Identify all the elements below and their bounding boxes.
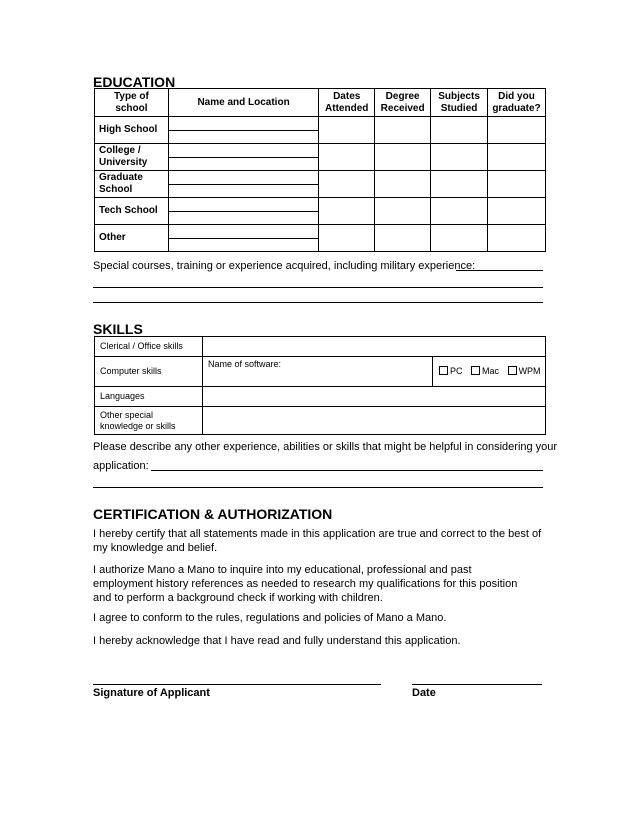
name-location-cell[interactable] [168, 225, 318, 252]
name-location-cell[interactable] [168, 171, 318, 198]
application-label: application: [93, 460, 149, 472]
certification-para-2: I authorize Mano a Mano to inquire into my educational, professional and past employment history references as needed to research my qualifications for this position and to perform a background check if working with children. [93, 564, 518, 604]
platform-options [433, 357, 546, 387]
subjects-cell[interactable] [431, 198, 488, 225]
degree-cell[interactable] [375, 171, 431, 198]
education-header-row [95, 89, 546, 117]
mac-checkbox[interactable] [471, 366, 480, 375]
row-label: High School [95, 117, 169, 144]
special-courses-label: Special courses, training or experience acquired, including military experience: [93, 260, 476, 272]
certification-heading: CERTIFICATION & AUTHORIZATION [93, 506, 333, 522]
computer-label: Computer skills [95, 357, 203, 387]
graduate-cell[interactable] [488, 198, 546, 225]
clerical-label: Clerical / Office skills [95, 337, 203, 357]
education-row-tech [95, 198, 546, 225]
software-field[interactable] [203, 357, 433, 387]
education-heading: EDUCATION [93, 74, 176, 90]
skills-row-languages [95, 387, 546, 407]
skills-row-other [95, 407, 546, 435]
education-row-other [95, 225, 546, 252]
col-name-location: Name and Location [168, 89, 318, 117]
graduate-cell[interactable] [488, 117, 546, 144]
graduate-cell[interactable] [488, 225, 546, 252]
row-label: Graduate School [95, 171, 169, 198]
application-line-2[interactable] [93, 487, 543, 488]
dates-cell[interactable] [319, 144, 375, 171]
degree-cell[interactable] [375, 144, 431, 171]
education-row-college [95, 144, 546, 171]
special-courses-line-2[interactable] [93, 287, 543, 288]
col-subjects-studied: Subjects Studied [431, 89, 488, 117]
col-degree-received: Degree Received [375, 89, 431, 117]
date-label: Date [412, 687, 436, 699]
col-did-you-graduate: Did you graduate? [488, 89, 546, 117]
special-courses-line-1[interactable] [456, 270, 543, 271]
skills-table [94, 336, 546, 435]
graduate-cell[interactable] [488, 171, 546, 198]
certification-para-1: I hereby certify that all statements made in this application are true and correct to the best of my knowledge and belief. [93, 528, 542, 554]
wpm-checkbox[interactable] [508, 366, 517, 375]
application-line-1[interactable] [151, 470, 543, 471]
col-dates-attended: Dates Attended [319, 89, 375, 117]
clerical-field[interactable] [203, 337, 546, 357]
subjects-cell[interactable] [431, 144, 488, 171]
other-skills-field[interactable] [203, 407, 546, 435]
other-skills-label: Other special knowledge or skills [95, 407, 203, 435]
skills-heading: SKILLS [93, 321, 143, 337]
pc-label: PC [450, 366, 463, 376]
signature-line[interactable] [93, 684, 381, 685]
date-line[interactable] [412, 684, 542, 685]
dates-cell[interactable] [319, 171, 375, 198]
graduate-cell[interactable] [488, 144, 546, 171]
degree-cell[interactable] [375, 117, 431, 144]
degree-cell[interactable] [375, 225, 431, 252]
languages-field[interactable] [203, 387, 546, 407]
row-label: Tech School [95, 198, 169, 225]
skills-row-clerical [95, 337, 546, 357]
subjects-cell[interactable] [431, 171, 488, 198]
certification-para-4: I hereby acknowledge that I have read and fully understand this application. [93, 635, 461, 647]
name-location-cell[interactable] [168, 198, 318, 225]
education-row-graduate [95, 171, 546, 198]
subjects-cell[interactable] [431, 117, 488, 144]
skills-row-computer [95, 357, 546, 387]
name-location-cell[interactable] [168, 117, 318, 144]
degree-cell[interactable] [375, 198, 431, 225]
signature-label: Signature of Applicant [93, 687, 210, 699]
col-type-of-school: Type of school [95, 89, 169, 117]
dates-cell[interactable] [319, 198, 375, 225]
pc-checkbox[interactable] [439, 366, 448, 375]
dates-cell[interactable] [319, 117, 375, 144]
row-label: College / University [95, 144, 169, 171]
describe-skills-text: Please describe any other experience, abilities or skills that might be helpful in considering your [93, 441, 558, 453]
subjects-cell[interactable] [431, 225, 488, 252]
row-label: Other [95, 225, 169, 252]
certification-para-3: I agree to conform to the rules, regulations and policies of Mano a Mano. [93, 612, 447, 624]
education-row-high-school [95, 117, 546, 144]
mac-label: Mac [482, 366, 500, 376]
wpm-label: WPM [518, 366, 541, 376]
software-label: Name of software: [208, 359, 282, 369]
special-courses-line-3[interactable] [93, 302, 543, 303]
dates-cell[interactable] [319, 225, 375, 252]
languages-label: Languages [95, 387, 203, 407]
education-table [94, 88, 546, 252]
name-location-cell[interactable] [168, 144, 318, 171]
